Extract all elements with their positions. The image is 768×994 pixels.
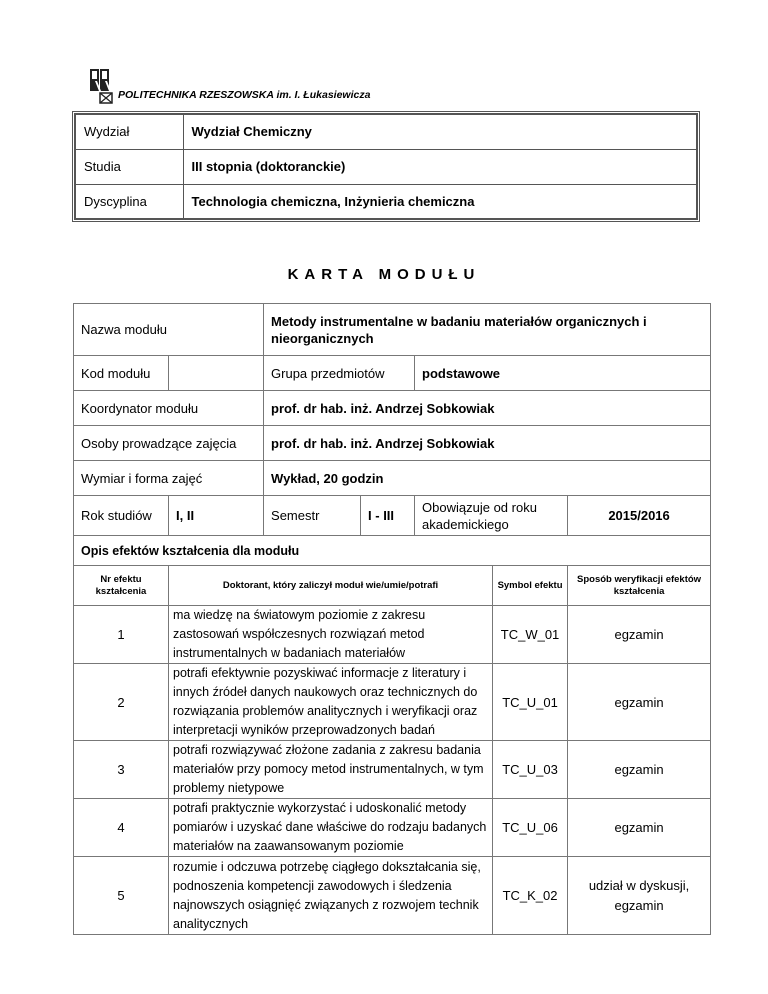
- header-outcome-description: Doktorant, który zaliczył moduł wie/umie/potrafi: [169, 566, 493, 606]
- row-module-name: [74, 304, 711, 356]
- outcome-symbol: TC_K_02: [493, 857, 568, 935]
- discipline-label: Dyscyplina: [75, 184, 183, 219]
- outcome-number: 1: [74, 606, 169, 664]
- outcome-number: 3: [74, 741, 169, 799]
- row-year-semester: [74, 496, 711, 536]
- verification-method: egzamin: [568, 741, 711, 799]
- module-code-label: Kod modułu: [74, 356, 169, 391]
- row-teachers: [74, 426, 711, 461]
- faculty-value: Wydział Chemiczny: [183, 114, 697, 149]
- university-name: POLITECHNIKA RZESZOWSKA im. I. Łukasiewicza: [118, 89, 371, 101]
- faculty-label: Wydział: [75, 114, 183, 149]
- outcome-description: ma wiedzę na światowym poziomie z zakresu zastosowań współczesnych rozwiązań metod instrumentalnych w badaniach materiałów: [169, 606, 493, 664]
- form-label: Wymiar i forma zajęć: [74, 461, 264, 496]
- page-title: KARTA MODUŁU: [287, 266, 481, 283]
- table-row: [74, 799, 711, 857]
- module-name-value: Metody instrumentalne w badaniu materiałów organicznych i nieorganicznych: [264, 304, 711, 356]
- table-row: [74, 606, 711, 664]
- form-value: Wykład, 20 godzin: [264, 461, 711, 496]
- row-outcomes-header: [74, 566, 711, 606]
- subject-group-value: podstawowe: [415, 356, 711, 391]
- module-code-value: [169, 356, 264, 391]
- coordinator-value: prof. dr hab. inż. Andrzej Sobkowiak: [264, 391, 711, 426]
- outcome-symbol: TC_U_03: [493, 741, 568, 799]
- outcome-symbol: TC_U_01: [493, 664, 568, 741]
- university-logo-icon: [88, 67, 116, 105]
- studies-label: Studia: [75, 149, 183, 184]
- outcome-description: rozumie i odczuwa potrzebę ciągłego dokształcania się, podnoszenia kompetencji zawodowych i śledzenia najnowszych osiągnięć związanych z rozwojem technik analitycznych: [169, 857, 493, 935]
- faculty-info-table: [74, 113, 698, 220]
- verification-method: egzamin: [568, 799, 711, 857]
- year-label: Rok studiów: [74, 496, 169, 536]
- outcome-description: potrafi rozwiązywać złożone zadania z zakresu badania materiałów przy pomocy metod instrumentalnych, w tym problemy nietypowe: [169, 741, 493, 799]
- year-value: I, II: [169, 496, 264, 536]
- verification-method: egzamin: [568, 664, 711, 741]
- coordinator-label: Koordynator modułu: [74, 391, 264, 426]
- header-verification-method: Sposób weryfikacji efektów kształcenia: [568, 566, 711, 606]
- outcome-description: potrafi efektywnie pozyskiwać informacje z literatury i innych źródeł danych naukowych oraz technicznych do rozwiązania problemów analitycznych i weryfikacji oraz interpretacji wyników przeprowadzonych badań: [169, 664, 493, 741]
- academic-year-value: 2015/2016: [568, 496, 711, 536]
- academic-year-label: Obowiązuje od roku akademickiego: [415, 496, 568, 536]
- table-row: [74, 857, 711, 935]
- row-module-code: [74, 356, 711, 391]
- outcome-number: 5: [74, 857, 169, 935]
- outcome-number: 2: [74, 664, 169, 741]
- outcome-description: potrafi praktycznie wykorzystać i udoskonalić metody pomiarów i uzyskać dane właściwe do rodzaju badanych materiałów na zaawansowanym poziomie: [169, 799, 493, 857]
- semester-value: I - III: [361, 496, 415, 536]
- outcome-number: 4: [74, 799, 169, 857]
- teachers-label: Osoby prowadzące zajęcia: [74, 426, 264, 461]
- module-card-table: [73, 303, 711, 935]
- outcome-symbol: TC_U_06: [493, 799, 568, 857]
- table-row: [74, 741, 711, 799]
- outcome-symbol: TC_W_01: [493, 606, 568, 664]
- semester-label: Semestr: [264, 496, 361, 536]
- row-form: [74, 461, 711, 496]
- header-outcome-symbol: Symbol efektu: [493, 566, 568, 606]
- verification-method: udział w dyskusji, egzamin: [568, 857, 711, 935]
- table-row: [74, 664, 711, 741]
- studies-value: III stopnia (doktoranckie): [183, 149, 697, 184]
- outcomes-section-title: Opis efektów kształcenia dla modułu: [74, 536, 711, 566]
- module-name-label: Nazwa modułu: [74, 304, 264, 356]
- page-header: [88, 67, 488, 107]
- teachers-value: prof. dr hab. inż. Andrzej Sobkowiak: [264, 426, 711, 461]
- info-row-discipline: [75, 184, 697, 219]
- row-coordinator: [74, 391, 711, 426]
- discipline-value: Technologia chemiczna, Inżynieria chemiczna: [183, 184, 697, 219]
- info-row-faculty: [75, 114, 697, 149]
- verification-method: egzamin: [568, 606, 711, 664]
- row-outcomes-title: [74, 536, 711, 566]
- subject-group-label: Grupa przedmiotów: [264, 356, 415, 391]
- header-outcome-number: Nr efektu kształcenia: [74, 566, 169, 606]
- info-row-studies: [75, 149, 697, 184]
